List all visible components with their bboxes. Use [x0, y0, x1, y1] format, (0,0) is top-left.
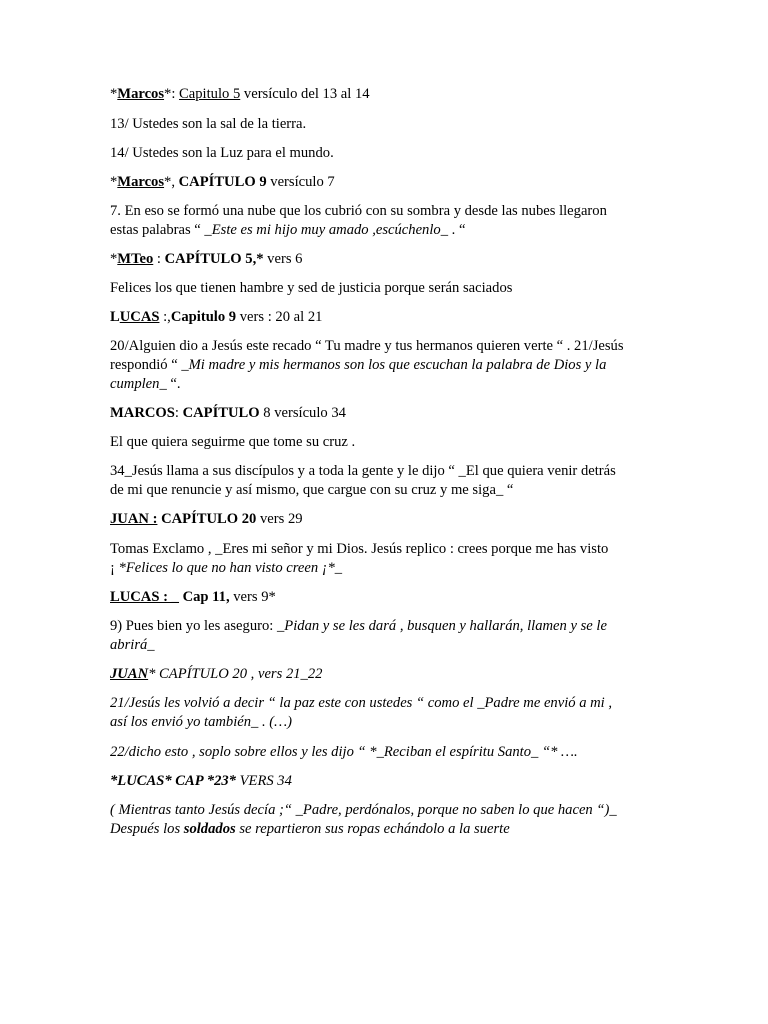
verse-20-line-1: 20/Alguien dio a Jesús este recado “ Tu madre y tus hermanos quieren verte “ . 21/Jesús — [110, 338, 624, 354]
book-name: MTeo — [117, 251, 154, 267]
verse-21-line-1 — [110, 694, 670, 713]
summary-line: El que quiera seguirme que tome su cruz . — [110, 434, 356, 450]
quote: ( Mientras tanto Jesús decía ;“ _Padre, perdónalos, porque no saben lo que hacen “)_ — [110, 802, 617, 818]
text: vers 9* — [229, 589, 276, 605]
verse-22 — [110, 743, 670, 762]
verse-13: 13/ Ustedes son la sal de la tierra. — [110, 116, 307, 132]
book-name: Marcos — [117, 174, 165, 190]
book-name: LUCAS : _ — [110, 589, 179, 605]
book-name: *LUCAS* CAP *23* — [110, 773, 236, 789]
heading-lucas-11 — [110, 588, 670, 607]
quote: abrirá_ — [110, 637, 155, 653]
book-name: Marcos — [117, 86, 165, 102]
chapter: CAPÍTULO 5,* — [164, 251, 264, 267]
verse-9-line-2 — [110, 636, 670, 655]
text: 9) Pues bien yo les aseguro: — [110, 618, 277, 634]
text: *: — [164, 86, 180, 102]
text: * — [110, 86, 118, 102]
book-name: JUAN : — [110, 511, 158, 527]
text: : — [174, 405, 183, 421]
quote: cumplen_ — [110, 376, 167, 392]
book-initial: L — [110, 309, 120, 325]
text: vers : 20 al 21 — [236, 309, 323, 325]
text: ¡ — [110, 560, 119, 576]
text: *, — [164, 174, 179, 190]
chapter: CAPÍTULO — [182, 405, 260, 421]
verse-20-line-2 — [110, 356, 670, 375]
quote: _Pidan y se les dará , busquen y hallarán, llamen y se le — [277, 618, 607, 634]
text: versículo 7 — [266, 174, 335, 190]
chapter: Capitulo 5 — [179, 86, 241, 102]
text: versículo del 13 al 14 — [240, 86, 370, 102]
heading-marcos-9 — [110, 173, 670, 192]
text: “. — [166, 376, 181, 392]
text: . “ — [448, 222, 466, 238]
chapter: * CAPÍTULO 20 , vers 21_22 — [148, 666, 323, 682]
heading-lucas-9 — [110, 308, 670, 327]
verse-29-line-1: Tomas Exclamo , _Eres mi señor y mi Dios. Jesús replico : crees porque me has visto — [110, 541, 609, 557]
heading-juan-20 — [110, 510, 670, 529]
book-name: MARCOS — [110, 405, 175, 421]
verse-9-line-1 — [110, 617, 670, 636]
book-name: JUAN — [110, 666, 149, 682]
heading-lucas-23 — [110, 772, 670, 791]
text: 8 versículo 34 — [259, 405, 346, 421]
verse-21-line-2 — [110, 713, 670, 732]
chapter: CAPÍTULO 20 — [157, 511, 257, 527]
verse-7-line-1: 7. En eso se formó una nube que los cubrió con su sombra y desde las nubes llegaron — [110, 203, 607, 219]
text: : — [153, 251, 165, 267]
heading-marcos-8 — [110, 404, 670, 423]
verse-ref: VERS 34 — [235, 773, 292, 789]
chapter: CAPÍTULO 9 — [178, 174, 267, 190]
text: se repartieron sus ropas echándolo a la suerte — [235, 821, 510, 837]
text: vers 6 — [263, 251, 303, 267]
verse-7-line-2 — [110, 221, 670, 240]
quote: 22/dicho esto , soplo sobre ellos y les dijo “ *_Reciban el espíritu Santo_ “* …. — [110, 744, 578, 760]
quote: 21/Jesús les volvió a decir “ la paz este con ustedes “ como el _Padre me envió a mi , — [110, 695, 613, 711]
text: respondió “ — [110, 357, 182, 373]
emphasis: soldados — [183, 821, 236, 837]
quote: _Este es mi hijo muy amado ,escúchenlo_ — [204, 222, 449, 238]
book-name: UCAS — [119, 309, 160, 325]
chapter: Cap 11, — [178, 589, 230, 605]
verse-34-lucas-line-2 — [110, 820, 670, 839]
heading-juan-20-21 — [110, 665, 670, 684]
quote: *Felices lo que no han visto creen ¡*_ — [118, 560, 343, 576]
chapter: Capitulo 9 — [170, 309, 237, 325]
verse-34-line-1: 34_Jesús llama a sus discípulos y a toda la gente y le dijo “ _El que quiera venir detrás — [110, 463, 616, 479]
text: vers 29 — [256, 511, 303, 527]
text: * — [110, 251, 118, 267]
verse-29-line-2 — [110, 559, 670, 578]
verse-20-line-3 — [110, 375, 670, 394]
quote: así los envió yo también_ . (…) — [110, 714, 292, 730]
quote: _Mi madre y mis hermanos son los que escuchan la palabra de Dios y la — [181, 357, 607, 373]
text: :, — [159, 309, 171, 325]
text: estas palabras “ — [110, 222, 205, 238]
verse-34-line-2: de mi que renuncie y así mismo, que cargue con su cruz y me siga_ “ — [110, 482, 514, 498]
verse-6: Felices los que tienen hambre y sed de justicia porque serán saciados — [110, 280, 513, 296]
verse-34-lucas-line-1 — [110, 801, 670, 820]
text: * — [110, 174, 118, 190]
verse-14: 14/ Ustedes son la Luz para el mundo. — [110, 145, 334, 161]
heading-marcos-5 — [110, 85, 670, 104]
text: Después los — [110, 821, 184, 837]
heading-mateo-5 — [110, 250, 670, 269]
